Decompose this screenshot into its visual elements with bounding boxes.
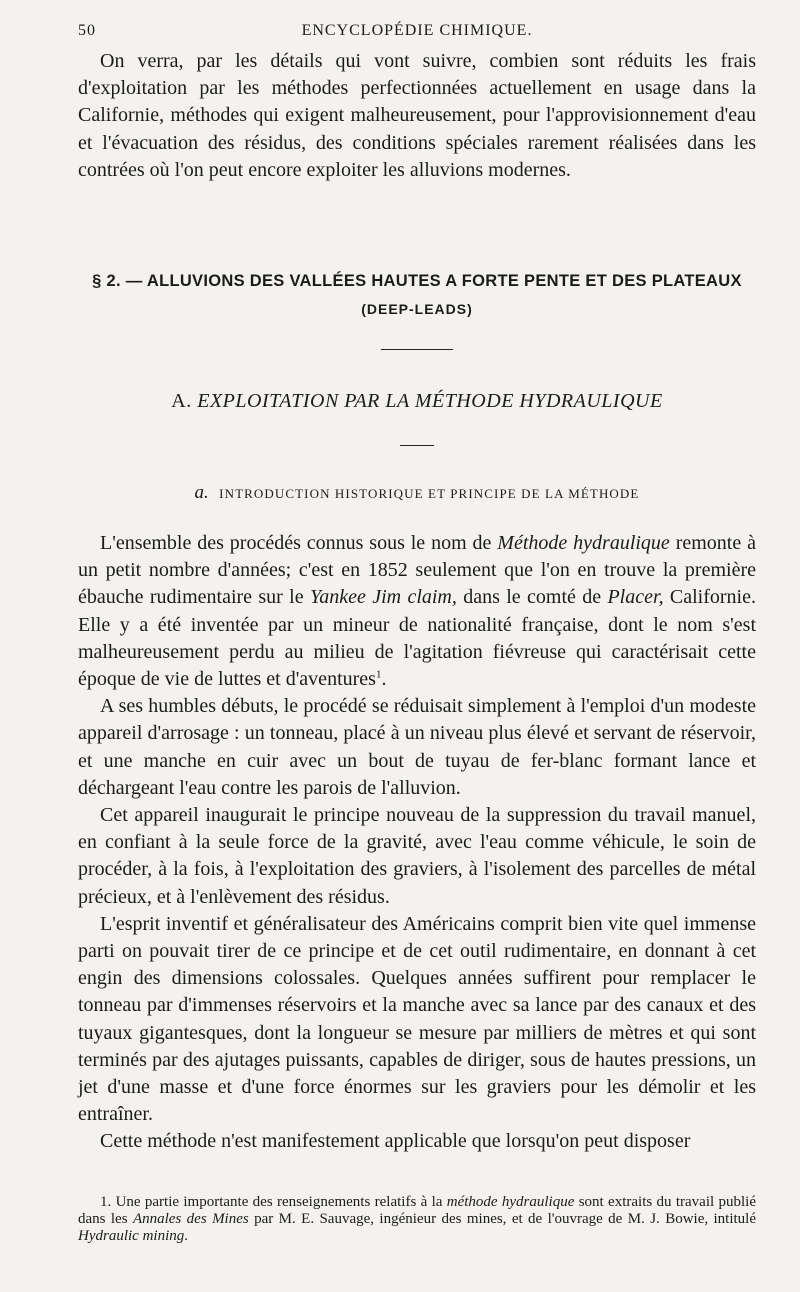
method-name: Méthode hydraulique <box>497 532 670 555</box>
footnote <box>78 1194 756 1245</box>
intro-paragraph: On verra, par les détails qui vont suivre, combien sont réduits les frais d'exploitation par les méthodes perfectionnées actuellement en usage dans la Californie, méthodes qui exigent malheureusement, pour l'approvisionnement d'eau et l'évacuation des résidus, des conditions spéciales rarement réalisées dans les contrées où l'on peut encore exploiter les alluvions modernes. <box>78 50 756 181</box>
text-run: L'ensemble des procédés connus sous le nom de <box>100 532 498 555</box>
paragraph-3: Cet appareil inaugurait le principe nouveau de la suppression du travail manuel, en confiant à la seule force de la gravité, avec l'eau comme véhicule, le soin de procéder, à la fois, à l'exploitation des graviers, à l'isolement des parcelles de métal précieux, et à l'enlèvement des résidus. <box>78 804 756 908</box>
minor-section-letter: a. <box>194 482 209 504</box>
page-number: 50 <box>78 22 96 39</box>
subsection-letter: A. <box>171 390 192 413</box>
divider-rule <box>381 349 453 350</box>
text-run: dans le comté de <box>456 586 608 609</box>
minor-section-heading <box>78 482 756 504</box>
text-run: par M. E. Sauvage, ingénieur des mines, et de l'ouvrage de M. J. Bowie, intitulé <box>248 1210 756 1227</box>
paragraph-4: L'esprit inventif et généralisateur des Américains comprit bien vite quel immense parti on pouvait tirer de ce principe et de cet outil rudimentaire, en donnant à cet engin des dimensions colossales. Quelques années suffirent pour remplacer le tonneau par d'immenses réservoirs et la manche avec sa lance par des canaux et des tuyaux gigantesques, dont la longueur se mesure par milliers de mètres et qui sont terminés par des ajutages puissants, capables de diriger, sous de hautes pressions, un jet d'une masse et d'une force énormes sur les graviers pour les démolir et les entraîner. <box>78 912 756 1126</box>
place-name: Placer, <box>607 586 664 609</box>
claim-name: Yankee Jim claim, <box>309 586 457 609</box>
subsection-title: EXPLOITATION PAR LA MÉTHODE HYDRAULIQUE <box>197 390 663 413</box>
method-name: méthode hydraulique <box>446 1193 575 1210</box>
minor-section-title: INTRODUCTION HISTORIQUE ET PRINCIPE DE LA MÉTHODE <box>219 486 640 502</box>
journal-name: Annales des Mines <box>132 1210 249 1227</box>
paragraph-2: A ses humbles débuts, le procédé se réduisait simplement à l'emploi d'un modeste appareil d'arrosage : un tonneau, placé à un niveau plus élevé et servant de réservoir, et une manche en cuir avec un bout de tuyau de fer-blanc formant lance et déchargeant l'eau contre les parois de l'alluvion. <box>78 695 756 799</box>
section-heading: § 2. — ALLUVIONS DES VALLÉES HAUTES A FORTE PENTE ET DES PLATEAUX <box>92 272 742 291</box>
footnote-text <box>78 1194 756 1245</box>
subsection-heading <box>78 390 756 413</box>
book-page <box>78 18 756 1245</box>
running-title: ENCYCLOPÉDIE CHIMIQUE. <box>301 22 533 39</box>
footnote-reference[interactable]: 1 <box>375 668 382 681</box>
text-run: . <box>184 1227 188 1244</box>
text-run: Californie. Elle y a été inventée par un mineur de nationalité française, dont le nom s'est malheureusement perdu au milieu de l'agitation fiévreuse qui caractérisait cette époque de vie de luttes et d'aventures <box>78 586 756 691</box>
book-title: Hydraulic mining <box>78 1227 185 1244</box>
running-head <box>78 18 756 48</box>
divider-rule-short <box>400 445 434 446</box>
section-subtitle: (DEEP-LEADS) <box>361 301 473 318</box>
paragraph-1 <box>78 530 756 693</box>
text-run: . <box>381 668 387 691</box>
text-run: remonte à un petit nombre d'années; c'est en 1852 seulement que l'on en trouve la première ébauche rudimentaire sur le <box>78 532 756 609</box>
text-run: Une partie importante des renseignements relatifs à la <box>111 1193 447 1210</box>
footnote-number: 1. <box>100 1193 112 1210</box>
body-text <box>78 530 756 1156</box>
text-run: sont extraits du travail publié dans les <box>78 1193 756 1227</box>
paragraph-5: Cette méthode n'est manifestement applicable que lorsqu'on peut disposer <box>100 1130 691 1153</box>
